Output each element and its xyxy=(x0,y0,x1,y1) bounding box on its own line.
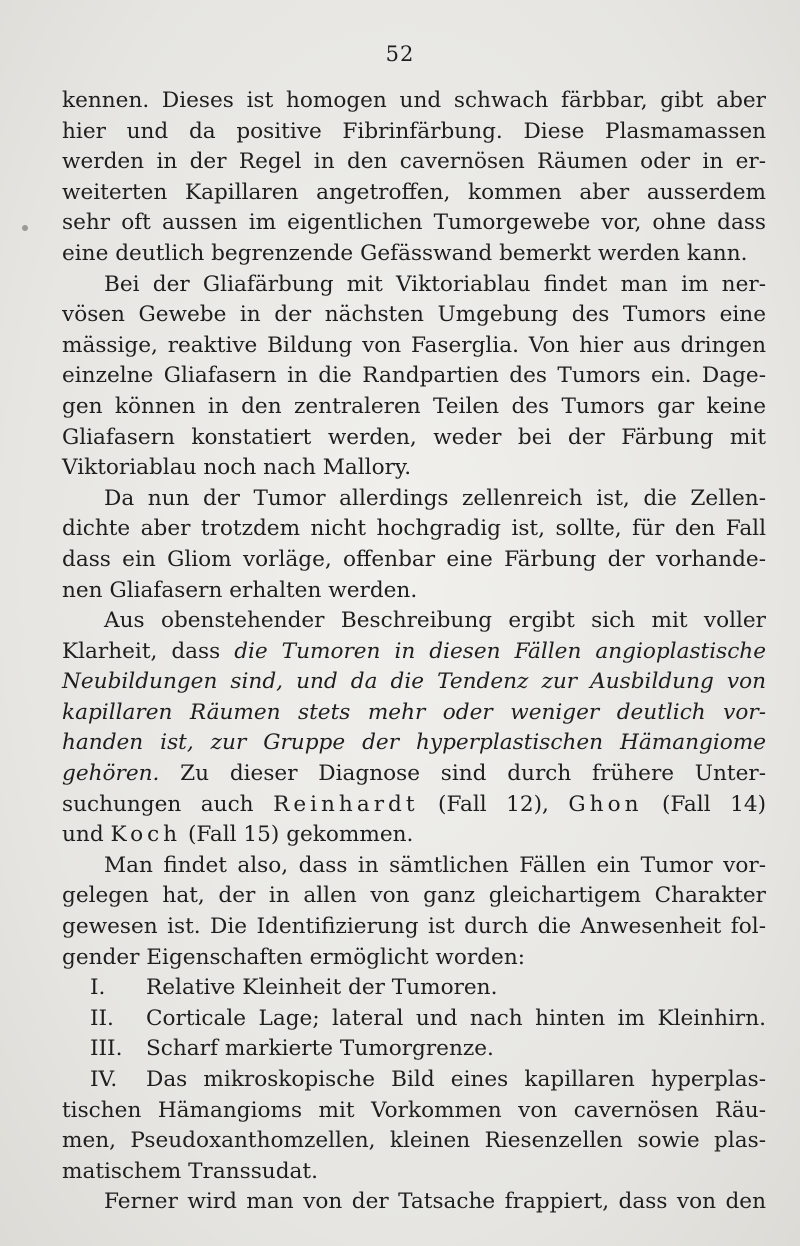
line-text: Viktoriablau noch nach Mallory. xyxy=(62,455,412,481)
text-line xyxy=(62,453,766,484)
text-line xyxy=(62,759,766,790)
line-text: vösen Gewebe in der nächsten Umgebung des Tumors eine xyxy=(62,302,766,328)
line-text: einzelne Gliafasern in die Randpartien des Tumors ein. Dage- xyxy=(62,363,766,389)
text-line xyxy=(62,1187,766,1218)
line-text: sehr oft aussen im eigentlichen Tumorgewebe vor, ohne dass xyxy=(62,210,766,236)
text-line xyxy=(62,239,766,270)
line-text: eine deutlich begrenzende Gefässwand bemerkt werden kann. xyxy=(62,240,748,266)
text-line xyxy=(62,1126,766,1157)
body-text xyxy=(62,86,766,1218)
text-line xyxy=(62,484,766,515)
text-line xyxy=(62,300,766,331)
line-text: gender Eigenschaften ermöglicht worden: xyxy=(62,944,526,970)
text-line xyxy=(62,667,766,698)
line-text: Man findet also, dass in sämtlichen Fällen ein Tumor vor- xyxy=(104,852,766,878)
list-numeral: II. xyxy=(90,1005,114,1031)
line-text: mässige, reaktive Bildung von Faserglia. Von hier aus dringen xyxy=(62,332,766,358)
text-line xyxy=(62,1004,766,1035)
text-line xyxy=(62,86,766,117)
line-text: Ferner wird man von der Tatsache frappiert, dass von den xyxy=(104,1189,766,1215)
line-text: Corticale Lage; lateral und nach hinten im Kleinhirn. xyxy=(146,1005,766,1031)
line-text: Relative Kleinheit der Tumoren. xyxy=(146,975,498,1001)
text-line xyxy=(62,1034,766,1065)
list-numeral: I. xyxy=(90,975,106,1001)
text-line xyxy=(62,790,766,821)
text-line xyxy=(62,820,766,851)
line-text: Da nun der Tumor allerdings zellenreich ist, die Zellen- xyxy=(104,485,766,511)
text-line xyxy=(62,270,766,301)
author-name: Reinhardt xyxy=(273,791,419,817)
emphasized-text: handen ist, zur Gruppe der hyperplastischen Hämangiome xyxy=(62,730,766,756)
text-line xyxy=(62,973,766,1004)
line-text: (Fall 12), xyxy=(418,791,569,817)
text-line xyxy=(62,881,766,912)
text-line xyxy=(62,331,766,362)
text-line xyxy=(62,147,766,178)
line-text: men, Pseudoxanthomzellen, kleinen Riesenzellen sowie plas- xyxy=(62,1128,766,1154)
text-line xyxy=(62,912,766,943)
line-text: weiterten Kapillaren angetroffen, kommen aber ausserdem xyxy=(62,179,766,205)
text-line xyxy=(62,361,766,392)
line-text: tischen Hämangioms mit Vorkommen von cavernösen Räu- xyxy=(62,1097,766,1123)
text-line xyxy=(62,851,766,882)
line-text: dass ein Gliom vorläge, offenbar eine Färbung der vorhande- xyxy=(62,546,766,572)
text-line xyxy=(62,1096,766,1127)
emphasized-text: gehören. xyxy=(62,761,160,787)
text-line xyxy=(62,728,766,759)
line-text: gelegen hat, der in allen von ganz gleichartigem Charakter xyxy=(62,883,766,909)
line-text: hier und da positive Fibrinfärbung. Diese Plasmamassen xyxy=(62,118,766,144)
line-text: Zu dieser Diagnose sind durch frühere Unter- xyxy=(159,761,766,787)
line-text: Bei der Gliafärbung mit Viktoriablau findet man im ner- xyxy=(104,271,766,297)
line-text: werden in der Regel in den cavernösen Räumen oder in er- xyxy=(62,149,766,175)
emphasized-text: Neubildungen sind, und da die Tendenz zur Ausbildung von xyxy=(62,669,766,695)
paper-speck xyxy=(22,225,28,231)
author-name: Ghon xyxy=(568,791,643,817)
text-line xyxy=(62,423,766,454)
line-text: gewesen ist. Die Identifizierung ist durch die Anwesenheit fol- xyxy=(62,914,766,940)
text-line xyxy=(62,606,766,637)
line-text: (Fall 15) gekommen. xyxy=(181,822,414,848)
line-text: matischem Transsudat. xyxy=(62,1158,318,1184)
line-text: Gliafasern konstatiert werden, weder bei der Färbung mit xyxy=(62,424,766,450)
text-line xyxy=(62,117,766,148)
author-name: Koch xyxy=(110,822,182,848)
page-number: 52 xyxy=(385,42,415,66)
text-line xyxy=(62,637,766,668)
text-line xyxy=(62,943,766,974)
text-line xyxy=(62,392,766,423)
line-text: (Fall 14) xyxy=(642,791,766,817)
text-line xyxy=(62,1065,766,1096)
line-text: suchungen auch xyxy=(62,791,274,817)
text-line xyxy=(62,178,766,209)
text-line xyxy=(62,208,766,239)
list-numeral: IV. xyxy=(90,1067,118,1092)
line-text: Klarheit, dass xyxy=(62,638,235,664)
line-text: gen können in den zentraleren Teilen des Tumors gar keine xyxy=(62,393,766,419)
line-text: Das mikroskopische Bild eines kapillaren hyperplas- xyxy=(146,1067,766,1092)
line-text: Aus obenstehender Beschreibung ergibt sich mit voller xyxy=(104,608,766,634)
line-text: nen Gliafasern erhalten werden. xyxy=(62,577,418,603)
line-text: kennen. Dieses ist homogen und schwach färbbar, gibt aber xyxy=(62,88,766,113)
emphasized-text: die Tumoren in diesen Fällen angioplastische xyxy=(234,638,766,664)
list-numeral: III. xyxy=(90,1036,123,1062)
line-text: und xyxy=(62,822,111,848)
emphasized-text: kapillaren Räumen stets mehr oder weniger deutlich vor- xyxy=(62,699,766,725)
text-line xyxy=(62,698,766,729)
line-text: dichte aber trotzdem nicht hochgradig ist, sollte, für den Fall xyxy=(62,516,766,542)
text-line xyxy=(62,545,766,576)
line-text: Scharf markierte Tumorgrenze. xyxy=(146,1036,494,1062)
text-line xyxy=(62,1157,766,1188)
text-line xyxy=(62,576,766,607)
text-line xyxy=(62,514,766,545)
